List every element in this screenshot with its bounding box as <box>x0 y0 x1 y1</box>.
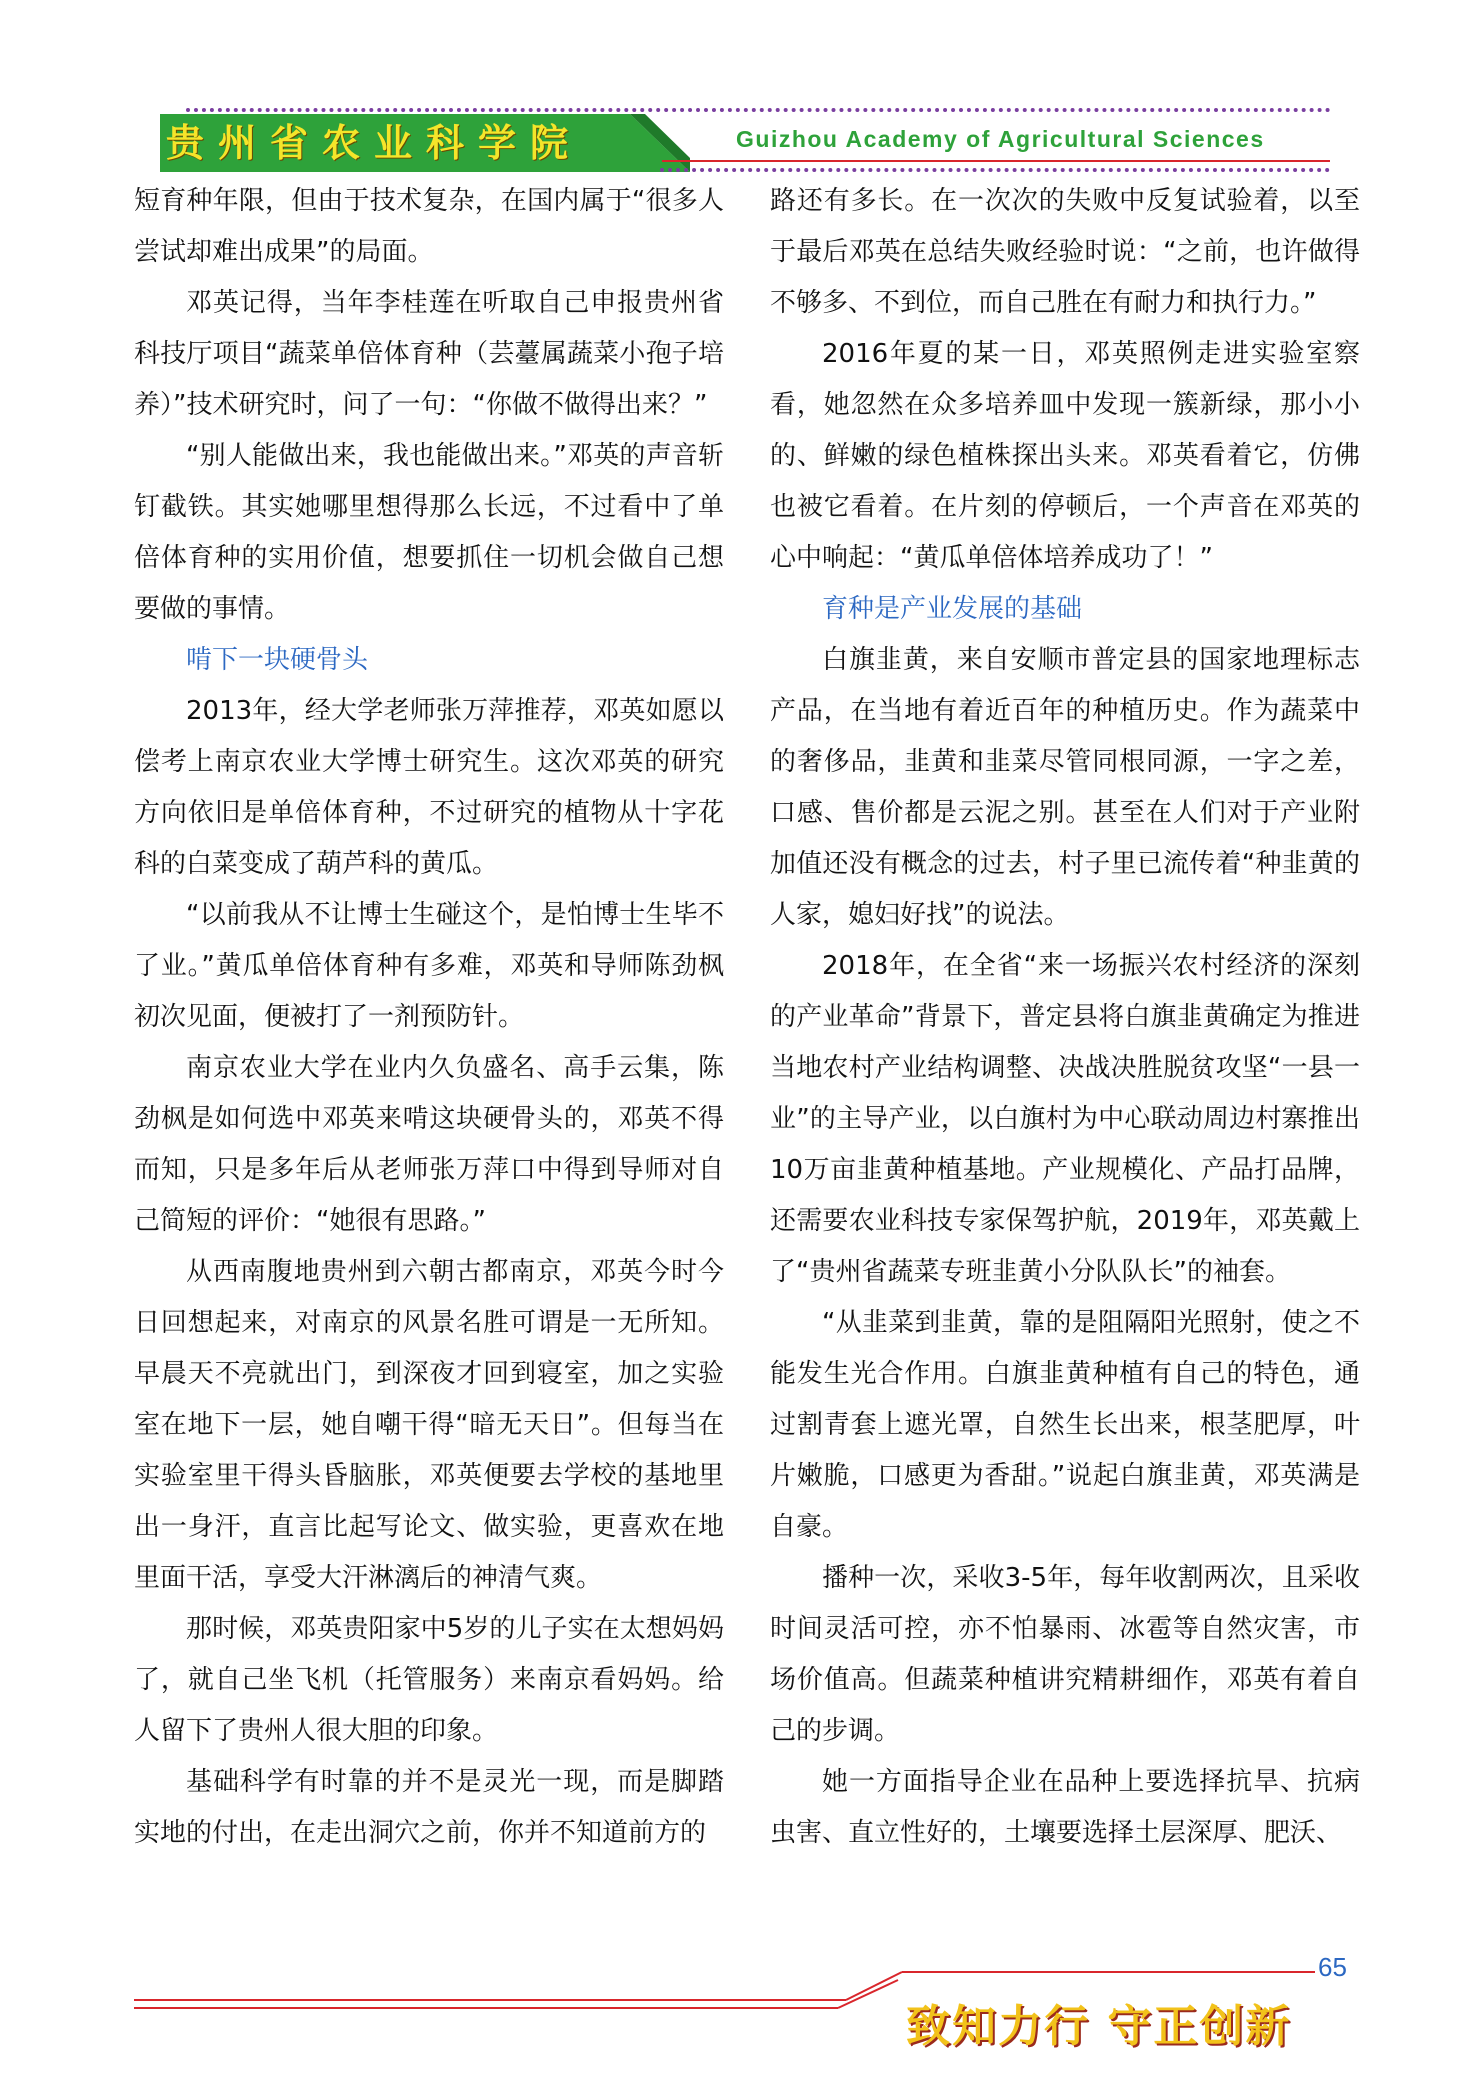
paragraph: 短育种年限，但由于技术复杂，在国内属于“很多人尝试却难出成果”的局面。 <box>134 186 724 267</box>
paragraph: 2018年，在全省“来一场振兴农村经济的深刻的产业革命”背景下，普定县将白旗韭黄确定为推进当地农村产业结构调整、决战决胜脱贫攻坚“一县一业”的主导产业，以白旗村为中心联动周边村寨推出10万亩韭黄种植基地。产业规模化、产品打品牌，还需要农业科技专家保驾护航，2019年，邓英戴上了“贵州省蔬菜专班韭黄小分队队长”的袖套。 <box>770 951 1360 1287</box>
right-column <box>770 176 1360 1859</box>
header-title-cn: 贵州省农业科学院 <box>166 121 583 165</box>
section-subheading: 啃下一块硬骨头 <box>186 645 369 675</box>
paragraph: 播种一次，采收3-5年，每年收割两次，且采收时间灵活可控，亦不怕暴雨、冰雹等自然灾害，市场价值高。但蔬菜种植讲究精耕细作，邓英有着自己的步调。 <box>770 1563 1360 1746</box>
paragraph: 从西南腹地贵州到六朝古都南京，邓英今时今日回想起来，对南京的风景名胜可谓是一无所知。早晨天不亮就出门，到深夜才回到寝室，加之实验室在地下一层，她自嘲干得“暗无天日”。但每当在实验室里干得头昏脑胀，邓英便要去学校的基地里出一身汗，直言比起写论文、做实验，更喜欢在地里面干活，享受大汗淋漓后的神清气爽。 <box>134 1257 724 1593</box>
paragraph: 那时候，邓英贵阳家中5岁的儿子实在太想妈妈了，就自己坐飞机（托管服务）来南京看妈妈。给人留下了贵州人很大胆的印象。 <box>134 1614 724 1746</box>
footer-slogan: 致知力行 守正创新 <box>906 2001 1292 2052</box>
paragraph: 南京农业大学在业内久负盛名、高手云集，陈劲枫是如何选中邓英来啃这块硬骨头的，邓英不得而知，只是多年后从老师张万萍口中得到导师对自己简短的评价：“她很有思路。” <box>134 1053 724 1236</box>
paragraph: 邓英记得，当年李桂莲在听取自己申报贵州省科技厅项目“蔬菜单倍体育种（芸薹属蔬菜小孢子培养）”技术研究时，问了一句：“你做不做得出来？” <box>134 288 724 420</box>
section-subheading: 育种是产业发展的基础 <box>822 594 1083 624</box>
paragraph: “以前我从不让博士生碰这个，是怕博士生毕不了业。”黄瓜单倍体育种有多难，邓英和导师陈劲枫初次见面，便被打了一剂预防针。 <box>134 900 724 1032</box>
paragraph: “从韭菜到韭黄，靠的是阻隔阳光照射，使之不能发生光合作用。白旗韭黄种植有自己的特色，通过割青套上遮光罩，自然生长出来，根茎肥厚，叶片嫩脆，口感更为香甜。”说起白旗韭黄，邓英满是自豪。 <box>770 1308 1360 1542</box>
paragraph: 2016年夏的某一日，邓英照例走进实验室察看，她忽然在众多培养皿中发现一簇新绿，那小小的、鲜嫩的绿色植株探出头来。邓英看着它，仿佛也被它看着。在片刻的停顿后，一个声音在邓英的心中响起：“黄瓜单倍体培养成功了！” <box>770 339 1360 573</box>
header-red-line <box>662 160 1330 162</box>
paragraph: 路还有多长。在一次次的失败中反复试验着，以至于最后邓英在总结失败经验时说：“之前，也许做得不够多、不到位，而自己胜在有耐力和执行力。” <box>770 186 1360 318</box>
paragraph: 基础科学有时靠的并不是灵光一现，而是脚踏实地的付出，在走出洞穴之前，你并不知道前方的 <box>134 1767 724 1848</box>
page-number: 65 <box>1318 1952 1347 1982</box>
left-column <box>134 176 724 1859</box>
paragraph: “别人能做出来，我也能做出来。”邓英的声音斩钉截铁。其实她哪里想得那么长远，不过看中了单倍体育种的实用价值，想要抓住一切机会做自己想要做的事情。 <box>134 441 724 624</box>
paragraph: 白旗韭黄，来自安顺市普定县的国家地理标志产品，在当地有着近百年的种植历史。作为蔬菜中的奢侈品，韭黄和韭菜尽管同根同源，一字之差，口感、售价都是云泥之别。甚至在人们对于产业附加值还没有概念的过去，村子里已流传着“种韭黄的人家，媳妇好找”的说法。 <box>770 645 1360 930</box>
header-dotted-line-top <box>186 108 1331 112</box>
paragraph: 她一方面指导企业在品种上要选择抗旱、抗病虫害、直立性好的，土壤要选择土层深厚、肥沃、 <box>770 1767 1360 1848</box>
header-title-en: Guizhou Academy of Agricultural Sciences <box>736 126 1265 152</box>
header-dotted-line-bottom <box>660 168 1330 172</box>
paragraph: 2013年，经大学老师张万萍推荐，邓英如愿以偿考上南京农业大学博士研究生。这次邓英的研究方向依旧是单倍体育种，不过研究的植物从十字花科的白菜变成了葫芦科的黄瓜。 <box>134 696 724 879</box>
